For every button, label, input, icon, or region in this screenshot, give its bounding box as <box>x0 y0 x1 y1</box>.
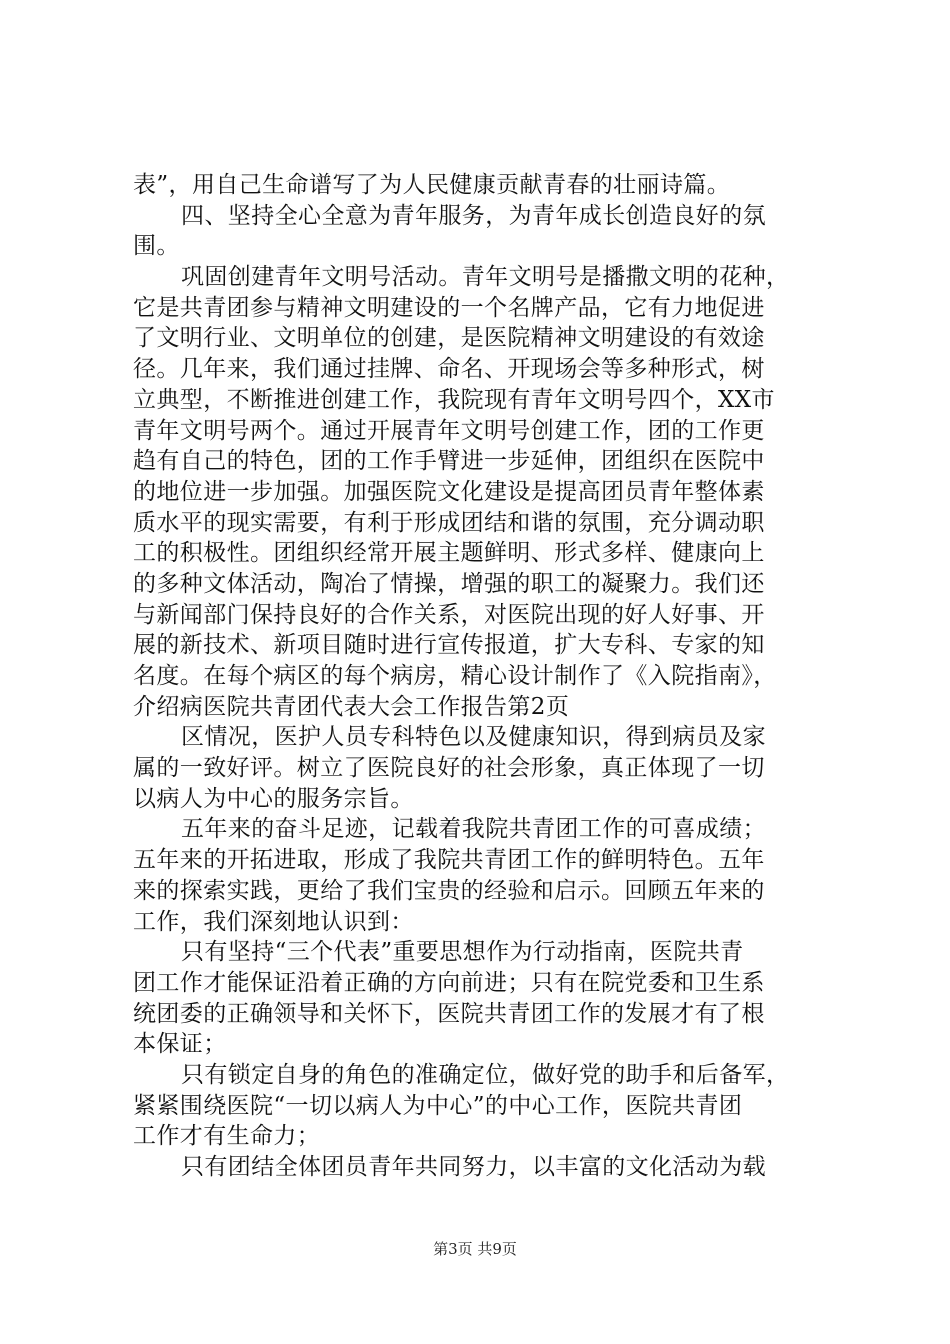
text-line: 团工作才能保证沿着正确的方向前进；只有在院党委和卫生系 <box>133 969 765 996</box>
text-line: 五年来的奋斗足迹，记载着我院共青团工作的可喜成绩； <box>181 816 766 843</box>
text-line: 只有团结全体团员青年共同努力，以丰富的文化活动为载 <box>181 1154 766 1180</box>
text-line: 工作才有生命力； <box>133 1123 321 1150</box>
text-line: 的地位进一步加强。加强医院文化建设是提高团员青年整体素 <box>133 478 765 505</box>
text-line: 巩固创建青年文明号活动。青年文明号是播撒文明的花种， <box>181 264 790 291</box>
text-line: 名度。在每个病区的每个病房，精心设计制作了《入院指南》， <box>133 663 777 689</box>
text-line: 本保证； <box>133 1031 227 1058</box>
text-line: 以病人为中心的服务宗旨。 <box>133 785 414 812</box>
text-line: 统团委的正确领导和关怀下，医院共青团工作的发展才有了根 <box>133 1000 765 1027</box>
text-line: 工的积极性。团组织经常开展主题鲜明、形式多样、健康向上 <box>133 540 765 567</box>
text-line: 的多种文体活动，陶冶了情操，增强的职工的凝聚力。我们还 <box>133 570 765 597</box>
text-line: 展的新技术、新项目随时进行宣传报道，扩大专科、专家的知 <box>133 632 765 659</box>
text-line: 属的一致好评。树立了医院良好的社会形象，真正体现了一切 <box>133 755 765 782</box>
document-body <box>133 170 833 1183</box>
text-line: 围。 <box>133 233 180 260</box>
text-line: 介绍病医院共青团代表大会工作报告第2页 <box>133 693 570 720</box>
text-line: 青年文明号两个。通过开展青年文明号创建工作，团的工作更 <box>133 417 765 444</box>
text-line: 四、坚持全心全意为青年服务，为青年成长创造良好的氛 <box>181 202 766 229</box>
text-line: 趋有自己的特色，团的工作手臂进一步延伸，团组织在医院中 <box>133 448 765 475</box>
text-line: 紧紧围绕医院“一切以病人为中心”的中心工作，医院共青团 <box>133 1092 743 1119</box>
text-line: 了文明行业、文明单位的创建，是医院精神文明建设的有效途 <box>133 325 765 352</box>
text-line: 与新闻部门保持良好的合作关系，对医院出现的好人好事、开 <box>133 601 765 628</box>
text-line: 五年来的开拓进取，形成了我院共青团工作的鲜明特色。五年 <box>133 847 765 874</box>
page-number-footer: 第3页 共9页 <box>433 1240 517 1258</box>
text-line: 表”，用自己生命谱写了为人民健康贡献青春的壮丽诗篇。 <box>133 172 731 198</box>
text-line: 工作，我们深刻地认识到： <box>133 908 414 935</box>
text-line: 只有坚持“三个代表”重要思想作为行动指南，医院共青 <box>181 939 744 966</box>
text-line: 它是共青团参与精神文明建设的一个名牌产品，它有力地促进 <box>133 294 765 321</box>
text-line: 立典型，不断推进创建工作，我院现有青年文明号四个，XX市 <box>133 386 775 413</box>
text-line: 来的探索实践，更给了我们宝贵的经验和启示。回顾五年来的 <box>133 877 765 904</box>
text-line: 径。几年来，我们通过挂牌、命名、开现场会等多种形式，树 <box>133 356 765 383</box>
text-line: 只有锁定自身的角色的准确定位，做好党的助手和后备军， <box>181 1061 790 1088</box>
text-line: 质水平的现实需要，有利于形成团结和谐的氛围，充分调动职 <box>133 509 765 536</box>
text-line: 区情况，医护人员专科特色以及健康知识，得到病员及家 <box>181 724 766 751</box>
